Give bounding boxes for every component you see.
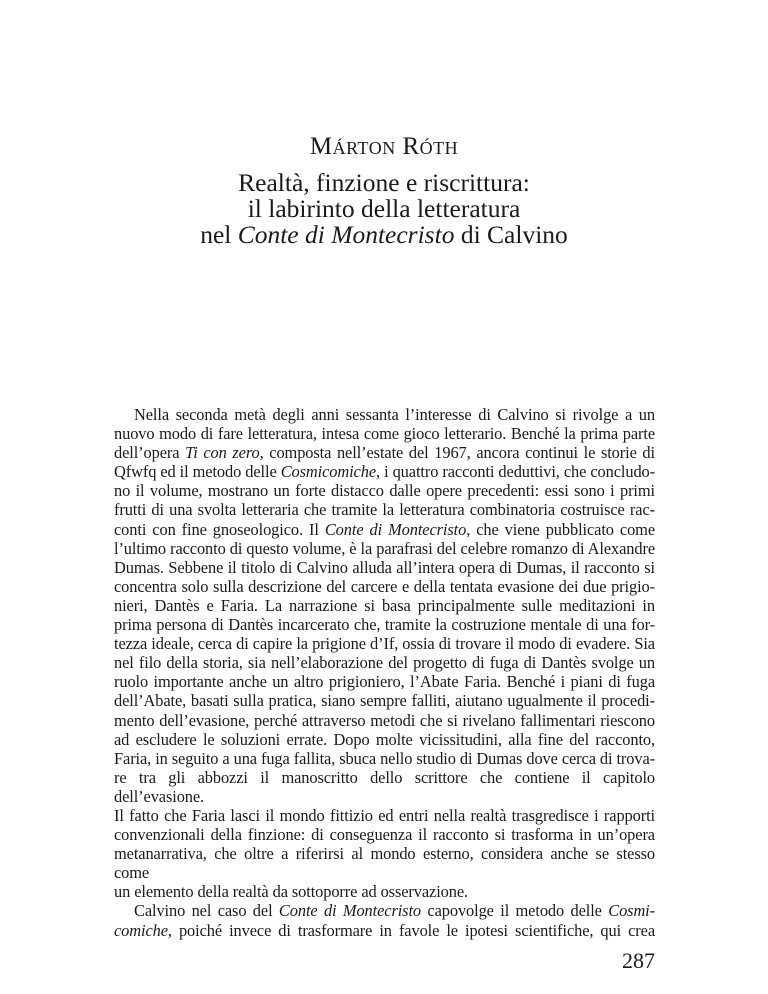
text-segment: metanarrativa, che oltre a riferirsi al mondo esterno, considera anche se stesso come	[114, 844, 655, 883]
page-number: 287	[622, 947, 655, 973]
text-line	[114, 405, 655, 424]
text-line	[114, 558, 655, 577]
text-line	[114, 825, 655, 844]
text-segment: nieri, Dantès e Faria. La narrazione si basa principalmente sulle meditazioni in	[114, 595, 655, 615]
text-line	[114, 844, 655, 882]
text-line	[114, 691, 655, 710]
italic-text: Conte di Montecristo	[237, 220, 455, 249]
text-line	[114, 481, 655, 500]
text-segment: ruolo importante anche un altro prigioniero, l’Abate Faria. Benché i piani di fuga	[114, 672, 655, 692]
text-segment: conti con fine gnoseologico. Il	[114, 519, 325, 539]
text-segment: convenzionali della finzione: di conseguenza il racconto si trasforma in un’opera	[114, 825, 655, 845]
text-line	[114, 520, 655, 539]
text-segment: tezza ideale, cerca di capire la prigione d’If, ossia di trovare il modo di evadere. Sia	[114, 634, 655, 654]
text-segment: dell’opera	[114, 443, 186, 463]
text-segment: nel	[200, 220, 238, 249]
text-segment: prima persona di Dantès incarcerato che, tramite la costruzione mentale di una for-	[114, 615, 655, 635]
italic-text: Conte di Montecristo	[278, 901, 422, 921]
text-segment: mento dell’evasione, perché attraverso metodi che si rivelano fallimentari riescono	[114, 710, 655, 730]
title-line	[0, 222, 768, 248]
text-line	[114, 768, 655, 806]
text-line	[114, 921, 655, 940]
text-segment: l’ultimo racconto di questo volume, è la parafrasi del celebre romanzo di Alexandre	[114, 538, 655, 558]
text-line	[114, 749, 655, 768]
title-line	[0, 196, 768, 222]
text-line	[114, 653, 655, 672]
text-line	[114, 672, 655, 691]
text-segment: Qfwfq ed il metodo delle	[114, 462, 281, 482]
italic-text: Ti con zero	[185, 443, 260, 463]
text-line	[114, 539, 655, 558]
main-content	[114, 405, 655, 974]
text-line	[114, 634, 655, 653]
text-segment: concentra solo sulla descrizione del carcere e della tentata evasione dei due prigio-	[114, 576, 655, 596]
italic-text: Cosmicomiche	[280, 462, 377, 482]
text-line	[114, 596, 655, 615]
text-line	[114, 711, 655, 730]
text-line	[114, 901, 655, 920]
italic-text: Conte di Montecristo	[324, 519, 467, 539]
article-title	[0, 170, 768, 248]
italic-text: Cosmi-	[608, 901, 655, 921]
text-segment: , composta nell’estate del 1967, ancora continui le storie di	[259, 443, 655, 463]
text-segment: Faria, in seguito a una fuga fallita, sbuca nello studio di Dumas dove cerca di trova-	[114, 748, 655, 768]
text-segment: Il fatto che Faria lasci il mondo fittizio ed entri nella realtà trasgredisce i rapporti	[114, 805, 655, 825]
text-line	[114, 462, 655, 481]
text-line	[114, 443, 655, 462]
text-segment: , che viene pubblicato come	[466, 519, 655, 539]
text-segment: nuovo modo di fare letteratura, intesa come gioco letterario. Benché la prima parte	[114, 424, 655, 444]
title-line	[0, 170, 768, 196]
text-segment: Dumas. Sebbene il titolo di Calvino alluda all’intera opera di Dumas, il racconto si	[114, 557, 655, 577]
italic-text: comiche	[114, 920, 168, 940]
text-line	[114, 615, 655, 634]
text-segment: dell’Abate, basati sulla pratica, siano sempre falliti, aiutano ugualmente il procedi-	[114, 691, 655, 711]
text-segment: il labirinto della letteratura	[247, 194, 521, 223]
text-segment: Calvino nel caso del	[134, 901, 279, 921]
text-line	[114, 730, 655, 749]
text-segment: un elemento della realtà da sottoporre ad osservazione.	[114, 882, 469, 902]
text-segment: , poiché invece di trasformare in favole le ipotesi scientifiche, qui crea	[167, 920, 655, 940]
text-line	[114, 424, 655, 443]
text-line	[114, 806, 655, 825]
text-segment: , i quattro racconti deduttivi, che concludo-	[376, 462, 655, 482]
text-segment: frutti di una svolta letteraria che tramite la letteratura combinatoria costruisce rac-	[114, 500, 655, 520]
text-segment: ad escludere le soluzioni errate. Dopo molte vicissitudini, alla fine del racconto,	[114, 729, 655, 749]
text-segment: capovolge il metodo delle	[421, 901, 609, 921]
text-line	[114, 500, 655, 519]
text-segment: Realtà, finzione e riscrittura:	[238, 168, 530, 197]
text-segment: re tra gli abbozzi il manoscritto dello scrittore che contiene il capitolo dell’evasione.	[114, 767, 655, 806]
author-name: Márton Róth	[309, 133, 459, 160]
body-text	[114, 405, 655, 940]
text-line	[114, 577, 655, 596]
text-segment: nel filo della storia, sia nell’elaborazione del progetto di fuga di Dantès svolge un	[114, 653, 655, 673]
text-segment: di Calvino	[454, 220, 568, 249]
text-segment: Nella seconda metà degli anni sessanta l’interesse di Calvino si rivolge a un	[134, 405, 655, 424]
text-line	[114, 882, 655, 901]
text-segment: no il volume, mostrano un forte distacco dalle opere precedenti: essi sono i primi	[114, 481, 655, 501]
